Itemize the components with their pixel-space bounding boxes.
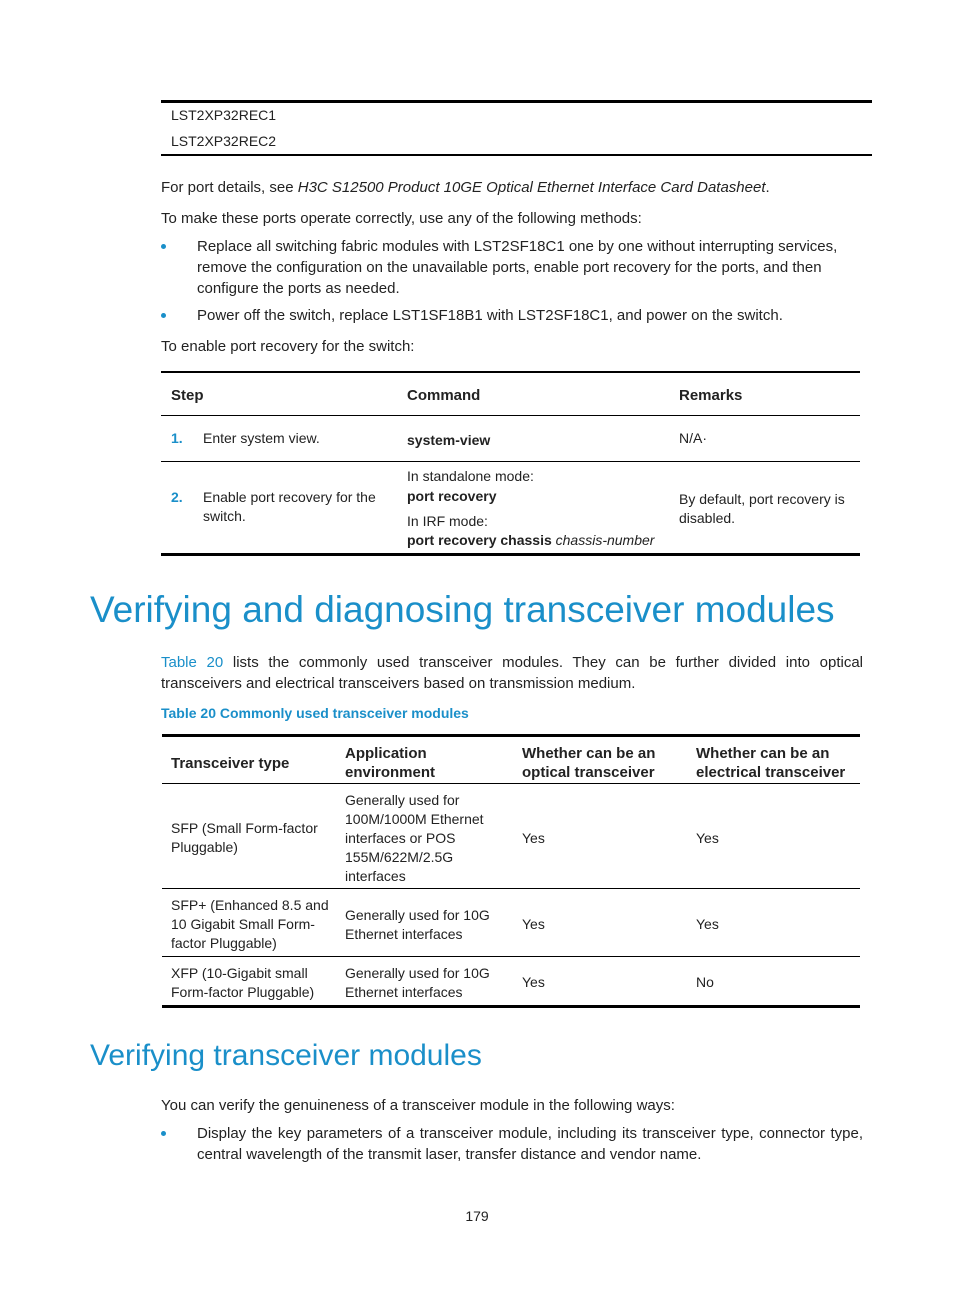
port-details-paragraph: For port details, see H3C S12500 Product 10GE Optical Ethernet Interface Card Datasheet. <box>161 179 770 196</box>
standalone-label: In standalone mode: <box>407 468 534 484</box>
step-table-header-rule <box>161 415 860 416</box>
table-row-rule <box>162 956 860 957</box>
cell-transceiver-type: SFP+ (Enhanced 8.5 and 10 Gigabit Small Form-factor Pluggable) <box>171 897 329 951</box>
remarks-cell: By default, port recovery is disabled. <box>679 491 845 526</box>
transceiver-table-bottom-rule <box>162 1005 860 1008</box>
datasheet-reference: H3C S12500 Product 10GE Optical Ethernet Interface Card Datasheet <box>297 179 766 196</box>
step-number: 2. <box>171 489 183 505</box>
table-20-link[interactable]: Table 20 <box>161 654 224 671</box>
command-port-recovery: port recovery <box>407 488 497 504</box>
header-command: Command <box>407 387 481 404</box>
bullet-icon <box>161 244 166 249</box>
bullet-icon <box>161 1131 166 1136</box>
section-title: Verifying and diagnosing transceiver modules <box>90 589 835 630</box>
step-number: 1. <box>171 430 183 446</box>
cell-transceiver-type: XFP (10-Gigabit small Form-factor Pluggable) <box>171 965 315 1000</box>
verify-lead: You can verify the genuineness of a transceiver module in the following ways: <box>161 1097 675 1114</box>
table-caption: Table 20 Commonly used transceiver modules <box>161 705 469 721</box>
cell-electrical: Yes <box>696 830 719 846</box>
cell-optical: Yes <box>522 974 545 990</box>
table-intro-paragraph: Table 20 lists the commonly used transceiver modules. They can be further divided into optical transceivers and electrical transceivers based on transmission medium. <box>161 654 863 692</box>
methods-lead: To make these ports operate correctly, use any of the following methods: <box>161 210 642 227</box>
step-table-bottom-rule <box>161 553 860 556</box>
header-application-environment: Application environment <box>345 745 436 781</box>
cell-optical: Yes <box>522 830 545 846</box>
cell-application-environment: Generally used for 100M/1000M Ethernet interfaces or POS 155M/622M/2.5G interfaces <box>345 792 484 884</box>
step-description: Enable port recovery for the switch. <box>203 489 376 524</box>
remarks-cell: N/A· <box>679 430 707 446</box>
cell-optical: Yes <box>522 916 545 932</box>
top-table-top-rule <box>161 100 872 103</box>
command-port-recovery-chassis: port recovery chassis chassis-number <box>407 532 655 548</box>
cell-application-environment: Generally used for 10G Ethernet interfaces <box>345 965 490 1000</box>
step-description: Enter system view. <box>203 430 320 446</box>
step-table-row-rule <box>161 461 860 462</box>
subsection-title: Verifying transceiver modules <box>90 1039 482 1072</box>
table-row-rule <box>162 888 860 889</box>
top-table-row: LST2XP32REC1 <box>171 107 277 123</box>
list-item: Power off the switch, replace LST1SF18B1 with LST2SF18C1, and power on the switch. <box>161 305 863 326</box>
transceiver-table-header-rule <box>162 783 860 784</box>
cell-electrical: No <box>696 974 714 990</box>
transceiver-table-top-rule <box>162 734 860 737</box>
header-transceiver-type: Transceiver type <box>171 755 290 772</box>
top-table-bottom-rule <box>161 154 872 156</box>
page-number: 179 <box>465 1208 489 1224</box>
header-electrical: Whether can be an electrical transceiver <box>696 745 846 781</box>
cell-electrical: Yes <box>696 916 719 932</box>
enable-lead: To enable port recovery for the switch: <box>161 338 415 355</box>
command-system-view: system-view <box>407 432 491 448</box>
list-item: Display the key parameters of a transceiver module, including its transceiver type, connector type, central wavelength of the transmit laser, transfer distance and vendor name. <box>161 1123 863 1165</box>
header-step: Step <box>171 387 204 404</box>
list-item: Replace all switching fabric modules with LST2SF18C1 one by one without interrupting services, remove the configuration on the unavailable ports, enable port recovery for the ports, and then configure the ports as needed. <box>161 236 863 299</box>
step-table-top-rule <box>161 371 860 373</box>
bullet-icon <box>161 313 166 318</box>
cell-transceiver-type: SFP (Small Form-factor Pluggable) <box>171 820 318 855</box>
irf-label: In IRF mode: <box>407 513 488 529</box>
cell-application-environment: Generally used for 10G Ethernet interfaces <box>345 907 490 942</box>
top-table-row: LST2XP32REC2 <box>171 133 277 149</box>
header-optical: Whether can be an optical transceiver <box>522 745 656 781</box>
header-remarks: Remarks <box>679 387 743 404</box>
